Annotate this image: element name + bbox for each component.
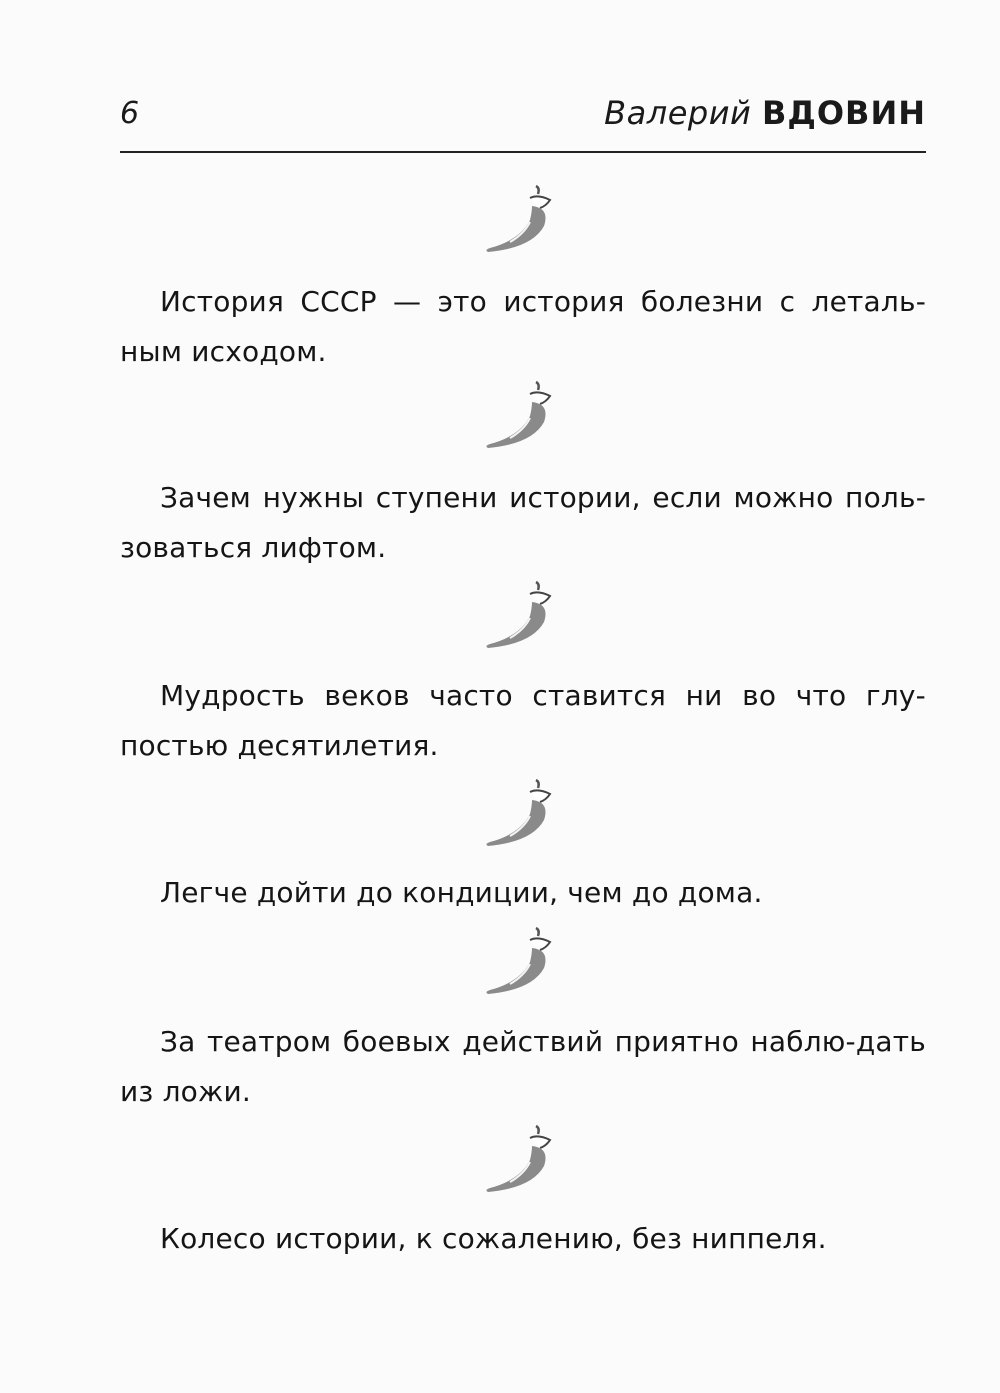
- chili-pepper-icon: [480, 184, 570, 259]
- chili-pepper-icon: [480, 1124, 570, 1199]
- aphorism-text: Легче дойти до кондиции, чем до дома.: [160, 876, 763, 909]
- page-number: 6: [120, 96, 140, 131]
- aphorism-text: За театром боевых действий приятно наблю-дать из ложи.: [120, 1025, 926, 1108]
- aphorism-text: История СССР — это история болезни с леталь-ным исходом.: [120, 285, 926, 368]
- aphorism-text: Колесо истории, к сожалению, без ниппеля.: [160, 1222, 827, 1255]
- header-rule: [120, 151, 926, 153]
- chili-pepper-icon: [480, 380, 570, 455]
- page-header: [120, 92, 926, 152]
- chili-pepper-icon: [480, 926, 570, 1001]
- chili-pepper-icon: [480, 580, 570, 655]
- aphorism-text: Мудрость веков часто ставится ни во что глу-постью десятилетия.: [120, 679, 926, 762]
- author-first-name: Валерий: [604, 94, 752, 132]
- author-last-name: ВДОВИН: [761, 94, 926, 132]
- aphorism-text: Зачем нужны ступени истории, если можно поль-зоваться лифтом.: [120, 481, 926, 564]
- chili-pepper-icon: [480, 778, 570, 853]
- running-head-author: [604, 94, 926, 132]
